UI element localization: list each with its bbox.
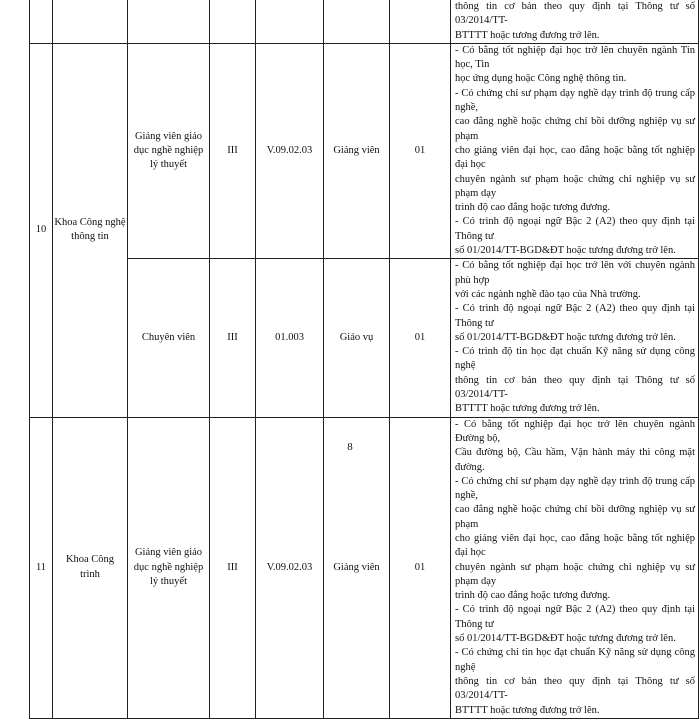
- table-row: [30, 259, 699, 417]
- cell-role: [324, 0, 390, 43]
- cell-requirements: - Có bằng tốt nghiệp đại học trở lên chuyên ngành Đường bộ, Cầu đường bộ, Cầu hầm, Vận hành máy thi công mặt đường. - Có chứng chỉ sư phạm dạy nghề dạy trình độ trung cấp nghề, cao đẳng nghề hoặc chứng chỉ bồi dưỡng nghiệp vụ sư phạm cho giảng viên đại học, cao đẳng hoặc bằng tốt nghiệp đại học chuyên ngành sư phạm hoặc chứng chỉ nghiệp vụ sư phạm dạy trình độ cao đẳng hoặc tương đương. - Có trình độ ngoại ngữ Bậc 2 (A2) theo quy định tại Thông tư số 01/2014/TT-BGD&ĐT hoặc tương đương trở lên. - Có chứng chỉ tin học đạt chuẩn Kỹ năng sử dụng công nghệ thông tin cơ bản theo quy định tại Thông tư số 03/2014/TT- BTTTT hoặc tương đương trở lên.: [451, 417, 699, 718]
- cell-code: V.09.02.03: [256, 417, 324, 718]
- cell-rank: III: [210, 259, 256, 417]
- cell-unit: Khoa Công nghệ thông tin: [53, 43, 128, 417]
- table-row: [30, 417, 699, 718]
- cell-role: Giáo vụ: [324, 259, 390, 417]
- cell-unit: Khoa Công trình: [53, 417, 128, 718]
- cell-requirements: - Có bằng tốt nghiệp đại học trở lên với chuyên ngành phù hợp với các ngành nghề đào tạo của Nhà trường. - Có trình độ ngoại ngữ Bậc 2 (A2) theo quy định tại Thông tư số 01/2014/TT-BGD&ĐT hoặc tương đương trở lên. - Có trình độ tin học đạt chuẩn Kỹ năng sử dụng công nghệ thông tin cơ bản theo quy định tại Thông tư số 03/2014/TT- BTTTT hoặc tương đương trở lên.: [451, 259, 699, 417]
- cell-code: V.09.02.03: [256, 43, 324, 258]
- table-row: [30, 43, 699, 258]
- cell-qty: 01: [390, 417, 451, 718]
- cell-title: Giảng viên giáo dục nghề nghiệp lý thuyết: [128, 417, 210, 718]
- cell-title: Chuyên viên: [128, 259, 210, 417]
- page-number: 8: [347, 441, 353, 453]
- cell-rank: III: [210, 43, 256, 258]
- cell-no: [30, 0, 53, 43]
- cell-qty: 01: [390, 43, 451, 258]
- cell-rank: [210, 0, 256, 43]
- cell-code: 01.003: [256, 259, 324, 417]
- cell-qty: [390, 0, 451, 43]
- cell-qty: 01: [390, 259, 451, 417]
- cell-title: Giảng viên giáo dục nghề nghiệp lý thuyết: [128, 43, 210, 258]
- cell-role: Giảng viên: [324, 417, 390, 718]
- cell-rank: III: [210, 417, 256, 718]
- table-row-continuation: [30, 0, 699, 43]
- cell-unit: [53, 0, 128, 43]
- cell-code: [256, 0, 324, 43]
- cell-role: Giảng viên: [324, 43, 390, 258]
- recruitment-table: [29, 0, 699, 719]
- cell-title: [128, 0, 210, 43]
- cell-no: 11: [30, 417, 53, 718]
- cell-requirements: thông tin cơ bản theo quy định tại Thông tư số 03/2014/TT- BTTTT hoặc tương đương trở lên.: [451, 0, 699, 43]
- cell-requirements: - Có bằng tốt nghiệp đại học trở lên chuyên ngành Tin học, Tin học ứng dụng hoặc Công nghệ thông tin. - Có chứng chỉ sư phạm dạy nghề dạy trình độ trung cấp nghề, cao đẳng nghề hoặc chứng chỉ bồi dưỡng nghiệp vụ sư phạm cho giảng viên đại học, cao đẳng hoặc bằng tốt nghiệp đại học chuyên ngành sư phạm hoặc chứng chỉ nghiệp vụ sư phạm dạy trình độ cao đẳng hoặc tương đương. - Có trình độ ngoại ngữ Bậc 2 (A2) theo quy định tại Thông tư số 01/2014/TT-BGD&ĐT hoặc tương đương trở lên.: [451, 43, 699, 258]
- cell-no: 10: [30, 43, 53, 417]
